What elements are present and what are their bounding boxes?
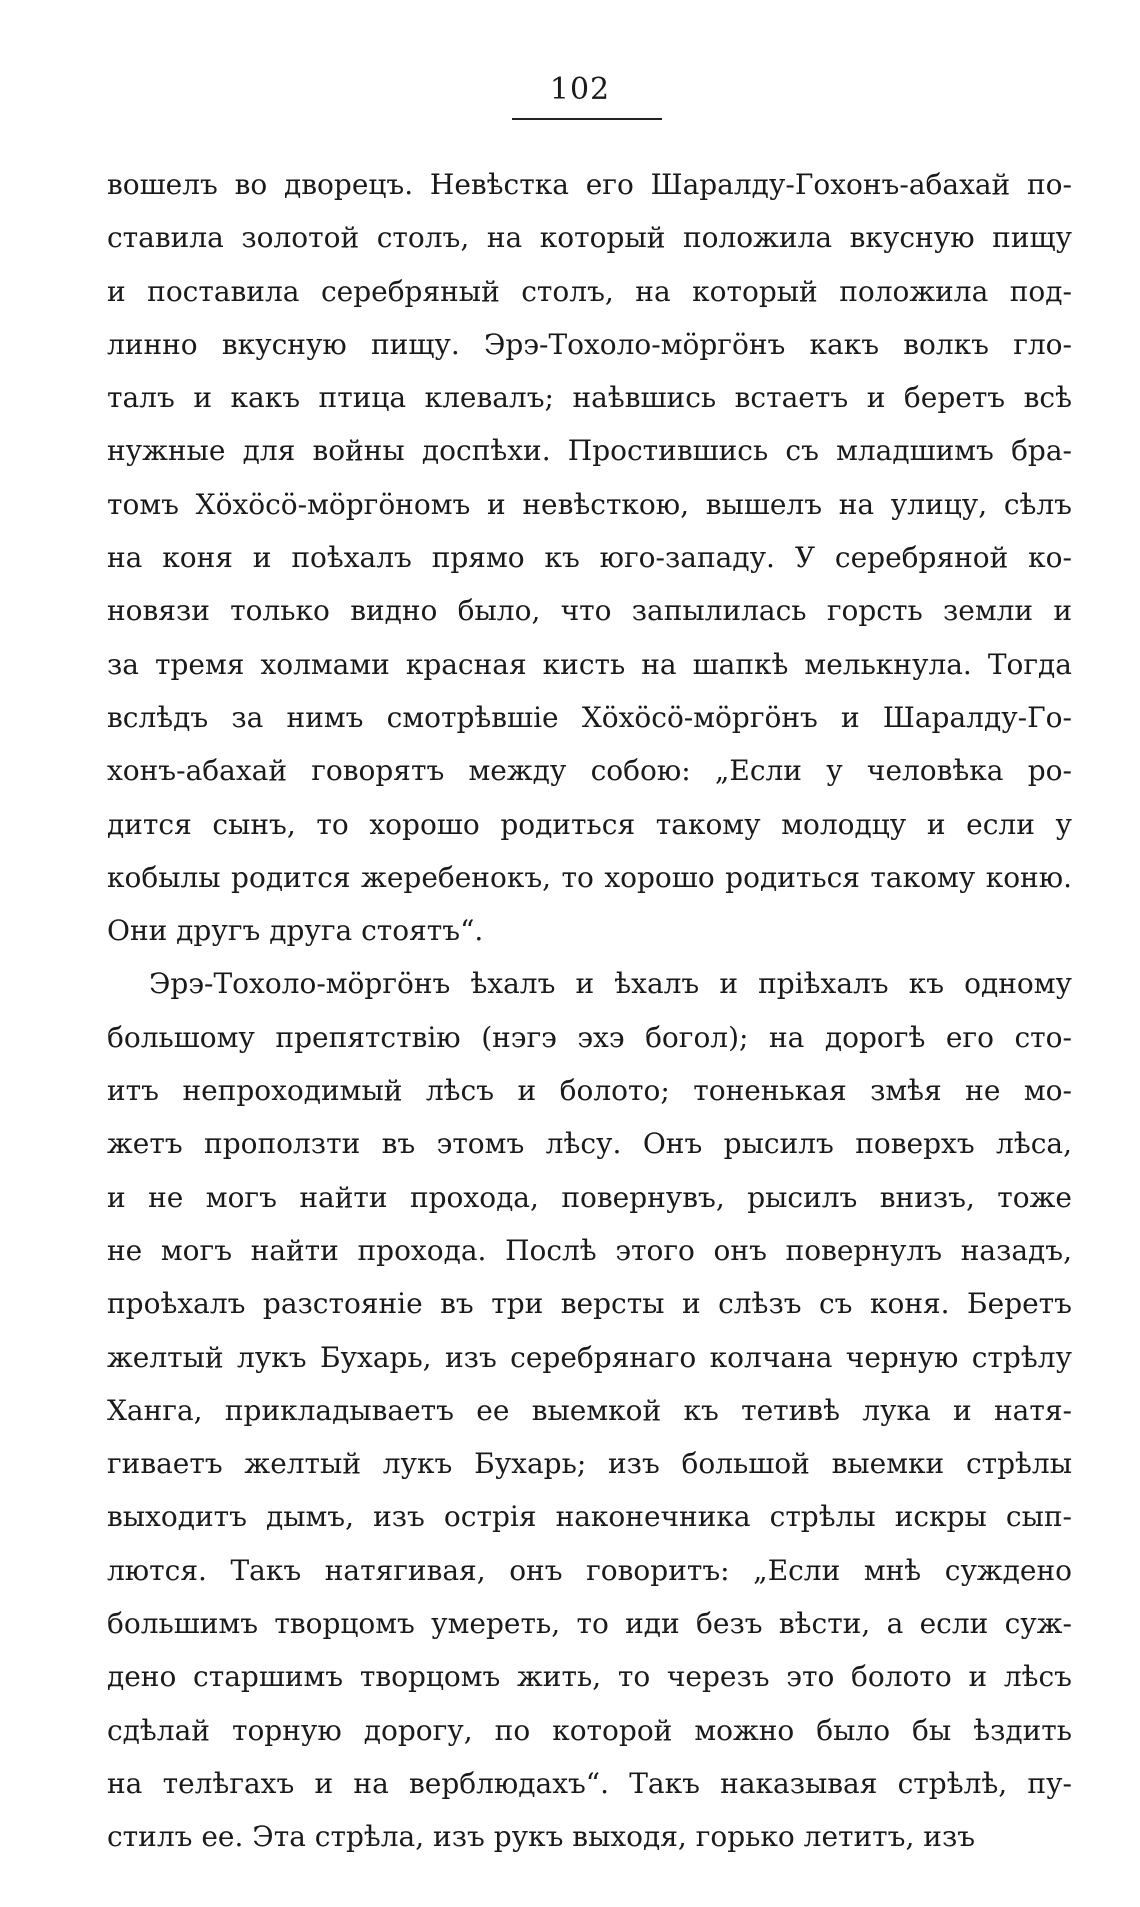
- text-line: нужные для войны доспѣхи. Простившись съ младшимъ бра-: [107, 434, 1072, 468]
- body-text: [107, 158, 1072, 1864]
- page-number-rule: [512, 118, 662, 120]
- text-line: выходитъ дымъ, изъ острія наконечника стрѣлы искры сып-: [107, 1500, 1072, 1534]
- text-line: на коня и поѣхалъ прямо къ юго-западу. У серебряной ко-: [107, 541, 1072, 575]
- text-line: Ханга, прикладываетъ ее выемкой къ тетивѣ лука и натя-: [107, 1393, 1072, 1427]
- text-line: вошелъ во дворецъ. Невѣстка его Шаралду-Гохонъ-абахай по-: [107, 168, 1072, 201]
- text-line: кобылы родится жеребенокъ, то хорошо родиться такому коню.: [107, 860, 1072, 894]
- text-line: новязи только видно было, что запылилась горсть земли и: [107, 594, 1072, 628]
- text-line: жетъ проползти въ этомъ лѣсу. Онъ рысилъ поверхъ лѣса,: [107, 1127, 1072, 1161]
- text-line: дено старшимъ творцомъ жить, то черезъ это болото и лѣсъ: [107, 1660, 1072, 1694]
- text-line: лются. Такъ натягивая, онъ говоритъ: „Если мнѣ суждено: [107, 1553, 1072, 1587]
- text-line: томъ Хöхöсö-мöргöномъ и невѣсткою, вышелъ на улицу, сѣлъ: [107, 487, 1072, 521]
- text-line: большимъ творцомъ умереть, то иди безъ вѣсти, а если суж-: [107, 1607, 1072, 1641]
- text-line: вслѣдъ за нимъ смотрѣвшіе Хöхöсö-мöргöнъ и Шаралду-Го-: [107, 700, 1072, 734]
- text-line: стилъ ее. Эта стрѣла, изъ рукъ выходя, горько летитъ, изъ: [107, 1820, 976, 1854]
- text-line: хонъ-абахай говорятъ между собою: „Если у человѣка ро-: [107, 754, 1072, 788]
- text-line: линно вкусную пищу. Эрэ-Тохоло-мöргöнъ какъ волкъ гло-: [107, 327, 1072, 361]
- text-line: талъ и какъ птица клевалъ; наѣвшись встаетъ и беретъ всѣ: [107, 381, 1072, 415]
- text-line: гиваетъ желтый лукъ Бухарь; изъ большой выемки стрѣлы: [107, 1447, 1072, 1481]
- text-line: за тремя холмами красная кисть на шапкѣ мелькнула. Тогда: [107, 647, 1072, 681]
- text-line: дится сынъ, то хорошо родиться такому молодцу и если у: [107, 807, 1072, 841]
- text-line: итъ непроходимый лѣсъ и болото; тоненькая змѣя не мо-: [107, 1074, 1072, 1108]
- text-line: ставила золотой столъ, на который положила вкусную пищу: [107, 221, 1072, 255]
- text-line: проѣхалъ разстояніе въ три версты и слѣзъ съ коня. Беретъ: [107, 1287, 1072, 1321]
- text-line: желтый лукъ Бухарь, изъ серебрянаго колчана черную стрѣлу: [107, 1340, 1072, 1374]
- paragraph: [107, 158, 1072, 957]
- text-line: и не могъ найти прохода, повернувъ, рысилъ внизъ, тоже: [107, 1180, 1072, 1214]
- paragraph: [107, 957, 1072, 1863]
- page-number: 102: [549, 72, 611, 107]
- text-line: Эрэ-Тохоло-мöргöнъ ѣхалъ и ѣхалъ и пріѣхалъ къ одному: [149, 967, 1072, 1001]
- text-line: Они другъ друга стоятъ“.: [107, 914, 484, 948]
- text-line: на телѣгахъ и на верблюдахъ“. Такъ наказывая стрѣлѣ, пу-: [107, 1766, 1072, 1800]
- text-line: сдѣлай торную дорогу, по которой можно было бы ѣздить: [107, 1713, 1072, 1747]
- text-line: не могъ найти прохода. Послѣ этого онъ повернулъ назадъ,: [107, 1233, 1072, 1267]
- text-line: и поставила серебряный столъ, на который положила под-: [107, 274, 1072, 308]
- text-line: большому препятствію (нэгэ эхэ богол); на дорогѣ его сто-: [107, 1020, 1072, 1054]
